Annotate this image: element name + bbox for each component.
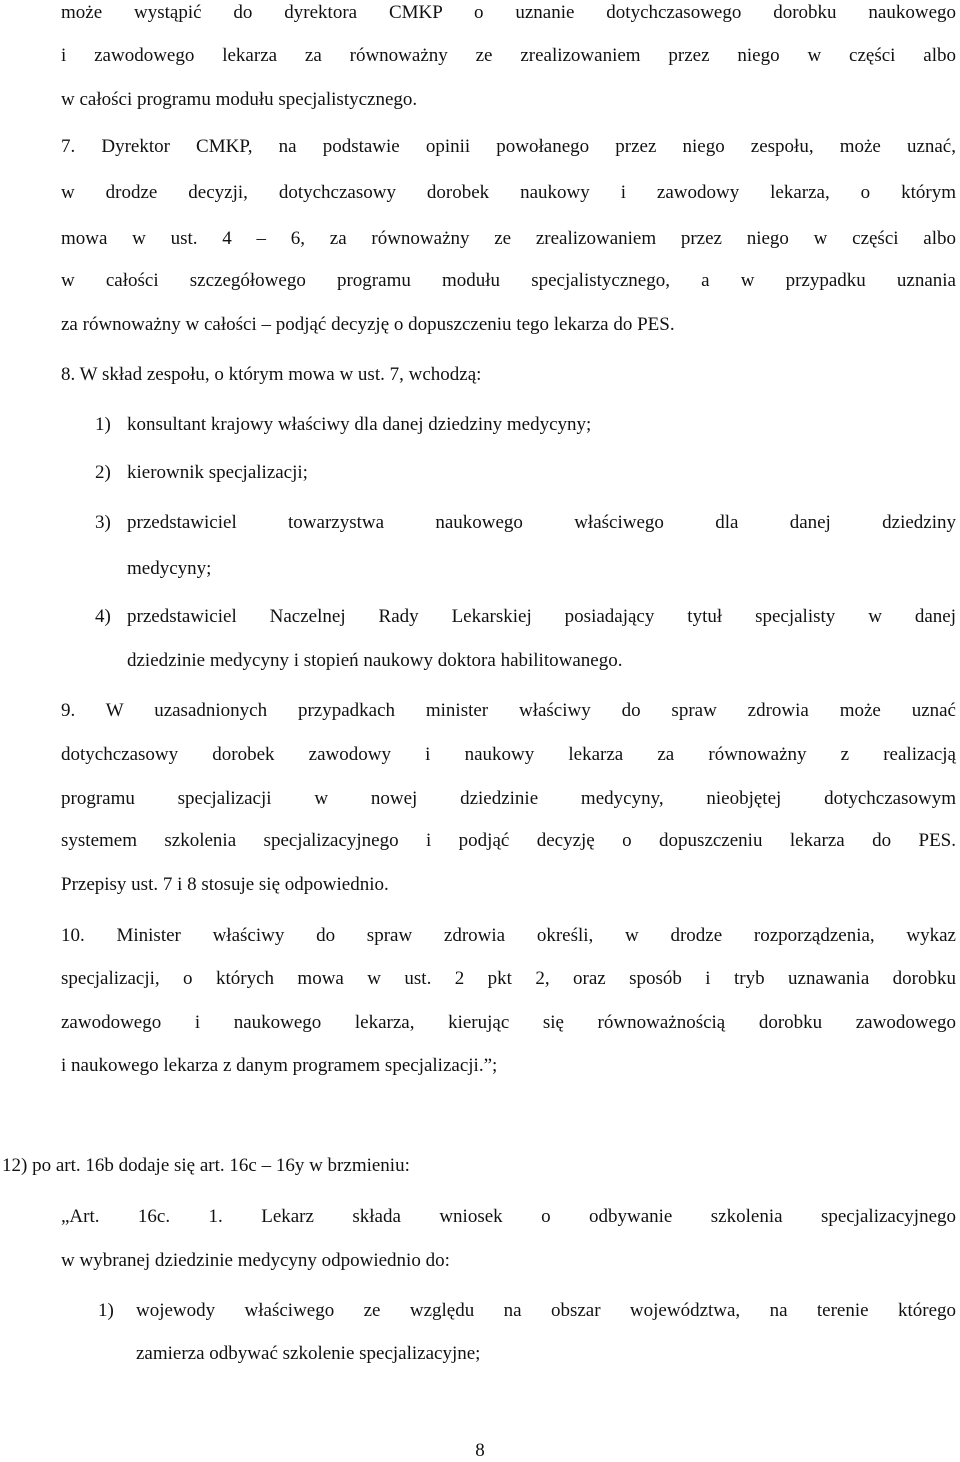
list-item-number: 1): [95, 414, 111, 435]
list-item-text: dziedzinie medycyny i stopień naukowy doktora habilitowanego.: [127, 650, 623, 671]
paragraph-10-line: 10. Minister właściwy do spraw zdrowia określi, w drodze rozporządzenia, wykaz: [61, 925, 956, 946]
paragraph-7-line: w całości szczegółowego programu modułu specjalistycznego, a w przypadku uznania: [61, 270, 956, 291]
paragraph-9-line: Przepisy ust. 7 i 8 stosuje się odpowiednio.: [61, 874, 389, 895]
list-item-number: 1): [98, 1300, 114, 1321]
text-line: i zawodowego lekarza za równoważny ze zrealizowaniem przez niego w części albo: [61, 45, 956, 66]
list-item-text: kierownik specjalizacji;: [127, 462, 308, 483]
amendment-point-12: 12) po art. 16b dodaje się art. 16c – 16y w brzmieniu:: [2, 1155, 410, 1176]
paragraph-9-line: 9. W uzasadnionych przypadkach minister właściwy do spraw zdrowia może uznać: [61, 700, 956, 721]
article-16c-line: w wybranej dziedzinie medycyny odpowiednio do:: [61, 1250, 450, 1271]
list-item-text: medycyny;: [127, 558, 212, 579]
paragraph-7-line: za równoważny w całości – podjąć decyzję o dopuszczeniu tego lekarza do PES.: [61, 314, 675, 335]
text-line: w całości programu modułu specjalistycznego.: [61, 89, 418, 110]
paragraph-8-intro: 8. W skład zespołu, o którym mowa w ust. 7, wchodzą:: [61, 364, 482, 385]
paragraph-10-line: zawodowego i naukowego lekarza, kierując się równoważnością dorobku zawodowego: [61, 1012, 956, 1033]
paragraph-7-line: w drodze decyzji, dotychczasowy dorobek naukowy i zawodowy lekarza, o którym: [61, 182, 956, 203]
text-line: może wystąpić do dyrektora CMKP o uznanie dotychczasowego dorobku naukowego: [61, 2, 956, 23]
paragraph-9-line: programu specjalizacji w nowej dziedzinie medycyny, nieobjętej dotychczasowym: [61, 788, 956, 809]
page-number: 8: [475, 1440, 485, 1461]
list-item-text: wojewody właściwego ze względu na obszar województwa, na terenie którego: [136, 1300, 956, 1321]
list-item-number: 2): [95, 462, 111, 483]
list-item-text: konsultant krajowy właściwy dla danej dziedziny medycyny;: [127, 414, 592, 435]
article-16c-line: „Art. 16c. 1. Lekarz składa wniosek o odbywanie szkolenia specjalizacyjnego: [61, 1206, 956, 1227]
list-item-text: przedstawiciel Naczelnej Rady Lekarskiej posiadający tytuł specjalisty w danej: [127, 606, 956, 627]
paragraph-10-line: specjalizacji, o których mowa w ust. 2 pkt 2, oraz sposób i tryb uznawania dorobku: [61, 968, 956, 989]
list-item-text: zamierza odbywać szkolenie specjalizacyjne;: [136, 1343, 481, 1364]
list-item-number: 4): [95, 606, 111, 627]
paragraph-7-line: 7. Dyrektor CMKP, na podstawie opinii powołanego przez niego zespołu, może uznać,: [61, 136, 956, 157]
list-item-number: 3): [95, 512, 111, 533]
paragraph-7-line: mowa w ust. 4 – 6, za równoważny ze zrealizowaniem przez niego w części albo: [61, 228, 956, 249]
paragraph-10-line: i naukowego lekarza z danym programem specjalizacji.”;: [61, 1055, 498, 1076]
list-item-text: przedstawiciel towarzystwa naukowego właściwego dla danej dziedziny: [127, 512, 956, 533]
paragraph-9-line: systemem szkolenia specjalizacyjnego i podjąć decyzję o dopuszczeniu lekarza do PES.: [61, 830, 956, 851]
paragraph-9-line: dotychczasowy dorobek zawodowy i naukowy lekarza za równoważny z realizacją: [61, 744, 956, 765]
